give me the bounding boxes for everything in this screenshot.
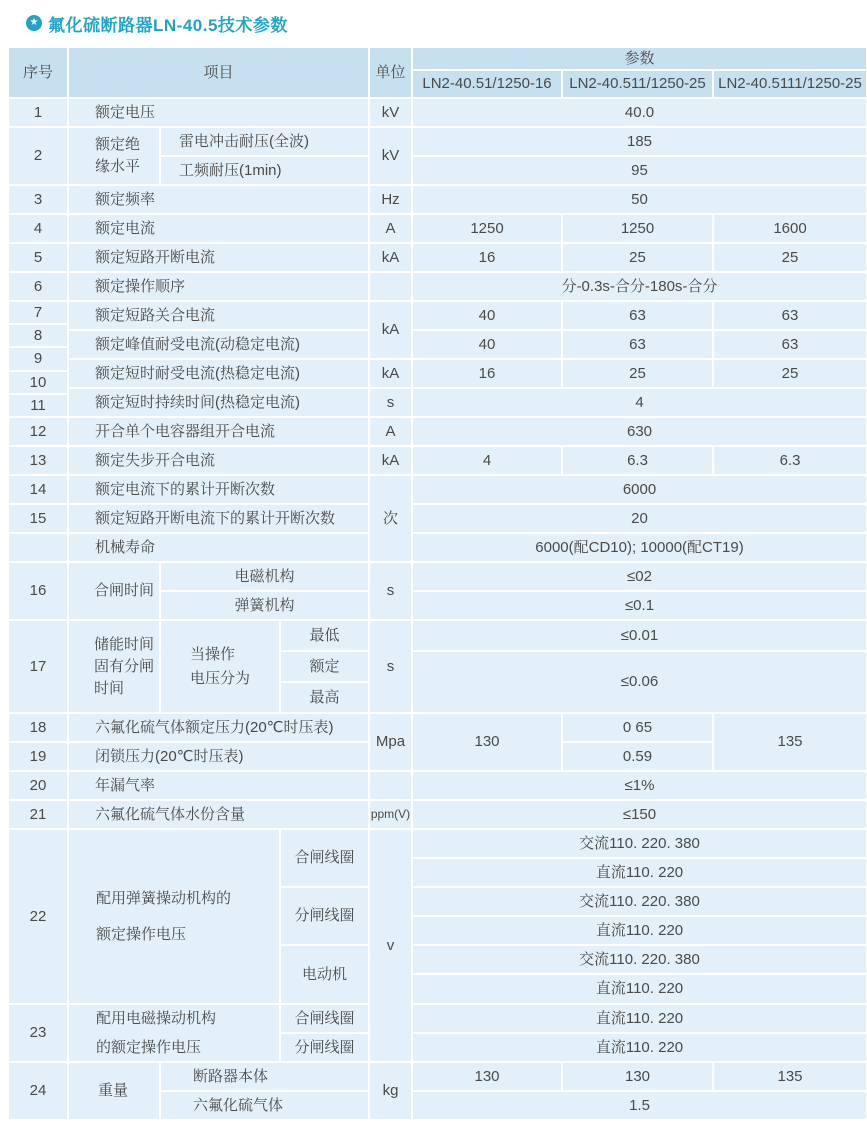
serial-cell: 22: [8, 829, 68, 1004]
sub-item-cell: 电动机: [280, 945, 369, 1004]
sub-item-cell: 断路器本体: [160, 1062, 369, 1091]
star-circle-icon: ★: [26, 15, 42, 31]
value-cell: ≤0.06: [412, 651, 867, 713]
unit-cell: [369, 272, 412, 301]
serial-cell: 14: [8, 475, 68, 504]
serial-cell: 2: [8, 127, 68, 185]
page-title: 氟化硫断路器LN-40.5技术参数: [48, 15, 288, 35]
value-cell: 25: [713, 359, 867, 388]
sub-item-cell: 工频耐压(1min): [160, 156, 369, 185]
value-cell: 0.59: [562, 742, 713, 771]
value-cell: 16: [412, 359, 562, 388]
item-cell: 额定峰值耐受电流(动稳定电流): [68, 330, 369, 359]
value-cell: 4: [412, 388, 867, 417]
serial-cell: 9: [9, 346, 67, 369]
unit-cell: kA: [369, 446, 412, 475]
serial-cell-group: [8, 301, 68, 417]
item-cell: 机械寿命: [68, 533, 369, 562]
unit-cell: v: [369, 829, 412, 1062]
unit-cell: Mpa: [369, 713, 412, 771]
value-cell: 1600: [713, 214, 867, 243]
value-cell: 63: [713, 330, 867, 359]
value-cell: 40: [412, 330, 562, 359]
value-cell: 交流110. 220. 380: [412, 887, 867, 916]
value-cell: ≤1%: [412, 771, 867, 800]
serial-cell: 24: [8, 1062, 68, 1120]
serial-cell: 12: [8, 417, 68, 446]
column-header-model-1: LN2-40.51/1250-16: [412, 70, 562, 98]
serial-cell: 16: [8, 562, 68, 620]
value-cell: 25: [562, 359, 713, 388]
item-cell: 配用弹簧操动机构的 额定操作电压: [68, 829, 280, 1004]
sub-item-cell: 合闸线圈: [280, 829, 369, 887]
value-cell: ≤0.01: [412, 620, 867, 651]
value-cell: 20: [412, 504, 867, 533]
sub-item-cell: 六氟化硫气体: [160, 1091, 369, 1120]
item-cell: 六氟化硫气体水份含量: [68, 800, 369, 829]
item-cell: 年漏气率: [68, 771, 369, 800]
value-cell: 40.0: [412, 98, 867, 127]
item-cell: 额定短时持续时间(热稳定电流): [68, 388, 369, 417]
serial-cell: 1: [8, 98, 68, 127]
serial-cell: 19: [8, 742, 68, 771]
item-cell: 六氟化硫气体额定压力(20℃时压表): [68, 713, 369, 742]
unit-cell: kA: [369, 243, 412, 272]
serial-cell: 5: [8, 243, 68, 272]
sub-item-cell: 分闸线圈: [280, 887, 369, 945]
sub-item-cell: 雷电冲击耐压(全波): [160, 127, 369, 156]
column-header-params: 参数: [412, 47, 867, 70]
serial-cell: 23: [8, 1004, 68, 1062]
value-cell: 50: [412, 185, 867, 214]
value-cell: 63: [562, 301, 713, 330]
value-cell: 直流110. 220: [412, 1033, 867, 1062]
serial-cell: 17: [8, 620, 68, 713]
sub-item-cell: 弹簧机构: [160, 591, 369, 620]
sub-item-cell: 电磁机构: [160, 562, 369, 591]
unit-cell: kg: [369, 1062, 412, 1120]
value-cell: 1.5: [412, 1091, 867, 1120]
item-cell: 额定电流下的累计开断次数: [68, 475, 369, 504]
value-cell: 1250: [412, 214, 562, 243]
value-cell: 6.3: [713, 446, 867, 475]
serial-cell: 20: [8, 771, 68, 800]
serial-cell: 7: [33, 303, 43, 321]
value-cell: 直流110. 220: [412, 974, 867, 1004]
value-cell: 25: [562, 243, 713, 272]
item-cell: 重量: [68, 1062, 160, 1120]
value-cell: 130: [412, 713, 562, 771]
value-cell: 直流110. 220: [412, 1004, 867, 1033]
value-cell: 135: [713, 713, 867, 771]
item-cell: 额定短时耐受电流(热稳定电流): [68, 359, 369, 388]
unit-cell: 次: [369, 475, 412, 562]
item-cell: 额定短路关合电流: [68, 301, 369, 330]
unit-cell: kV: [369, 127, 412, 185]
value-cell: 63: [562, 330, 713, 359]
unit-cell: kA: [369, 359, 412, 388]
column-header-item: 项目: [68, 47, 369, 98]
unit-cell: [369, 771, 412, 800]
value-cell: 交流110. 220. 380: [412, 945, 867, 974]
unit-cell: s: [369, 388, 412, 417]
value-cell: 630: [412, 417, 867, 446]
item-cell: 合闸时间: [68, 562, 160, 620]
unit-cell: kV: [369, 98, 412, 127]
serial-cell: 6: [8, 272, 68, 301]
sub-item-cell: 分闸线圈: [280, 1033, 369, 1062]
column-header-serial: 序号: [8, 47, 68, 98]
value-cell: 130: [412, 1062, 562, 1091]
value-cell: 16: [412, 243, 562, 272]
serial-cell: 13: [8, 446, 68, 475]
item-cell: 闭锁压力(20℃时压表): [68, 742, 369, 771]
item-cell: 额定短路开断电流: [68, 243, 369, 272]
column-header-model-3: LN2-40.5111/1250-25: [713, 70, 867, 98]
serial-cell: 4: [8, 214, 68, 243]
value-cell: ≤150: [412, 800, 867, 829]
serial-cell: 3: [8, 185, 68, 214]
value-cell: 直流110. 220: [412, 858, 867, 887]
sub-item-cell: 最高: [280, 682, 369, 713]
serial-cell: 18: [8, 713, 68, 742]
serial-cell: 8: [9, 323, 67, 346]
item-cell: 开合单个电容器组开合电流: [68, 417, 369, 446]
value-cell: 40: [412, 301, 562, 330]
serial-cell: 15: [8, 504, 68, 533]
value-cell: 25: [713, 243, 867, 272]
item-cell: 额定电流: [68, 214, 369, 243]
value-cell: 4: [412, 446, 562, 475]
serial-cell: 21: [8, 800, 68, 829]
value-cell: 6000: [412, 475, 867, 504]
serial-cell: 10: [9, 370, 67, 393]
item-cell: 配用电磁操动机构 的额定操作电压: [68, 1004, 280, 1062]
sub-item-cell: 合闸线圈: [280, 1004, 369, 1033]
item-cell: 额定电压: [68, 98, 369, 127]
item-cell: 额定绝 缘水平: [68, 127, 160, 185]
value-cell: ≤02: [412, 562, 867, 591]
sub-item-cell: 当操作 电压分为: [160, 620, 280, 713]
section-title-bar: [26, 11, 288, 35]
item-cell: 额定失步开合电流: [68, 446, 369, 475]
value-cell: 分-0.3s-合分-180s-合分: [412, 272, 867, 301]
unit-cell: ppm(V): [369, 800, 412, 829]
unit-cell: A: [369, 214, 412, 243]
spec-table: [8, 47, 867, 1120]
unit-cell: kA: [369, 301, 412, 359]
column-header-model-2: LN2-40.511/1250-25: [562, 70, 713, 98]
unit-cell: s: [369, 562, 412, 620]
item-cell: 储能时间 固有分闸 时间: [68, 620, 160, 713]
serial-cell: [8, 533, 68, 562]
column-header-unit: 单位: [369, 47, 412, 98]
unit-cell: s: [369, 620, 412, 713]
value-cell: 交流110. 220. 380: [412, 829, 867, 858]
value-cell: 0 65: [562, 713, 713, 742]
item-cell: 额定短路开断电流下的累计开断次数: [68, 504, 369, 533]
value-cell: 1250: [562, 214, 713, 243]
sub-item-cell: 最低: [280, 620, 369, 651]
unit-cell: A: [369, 417, 412, 446]
item-cell: 额定操作顺序: [68, 272, 369, 301]
value-cell: 6000(配CD10); 10000(配CT19): [412, 533, 867, 562]
value-cell: 135: [713, 1062, 867, 1091]
item-cell: 额定频率: [68, 185, 369, 214]
value-cell: 185: [412, 127, 867, 156]
value-cell: 130: [562, 1062, 713, 1091]
value-cell: 6.3: [562, 446, 713, 475]
sub-item-cell: 额定: [280, 651, 369, 682]
value-cell: 直流110. 220: [412, 916, 867, 945]
serial-cell: 11: [9, 393, 67, 416]
value-cell: ≤0.1: [412, 591, 867, 620]
unit-cell: Hz: [369, 185, 412, 214]
value-cell: 63: [713, 301, 867, 330]
value-cell: 95: [412, 156, 867, 185]
